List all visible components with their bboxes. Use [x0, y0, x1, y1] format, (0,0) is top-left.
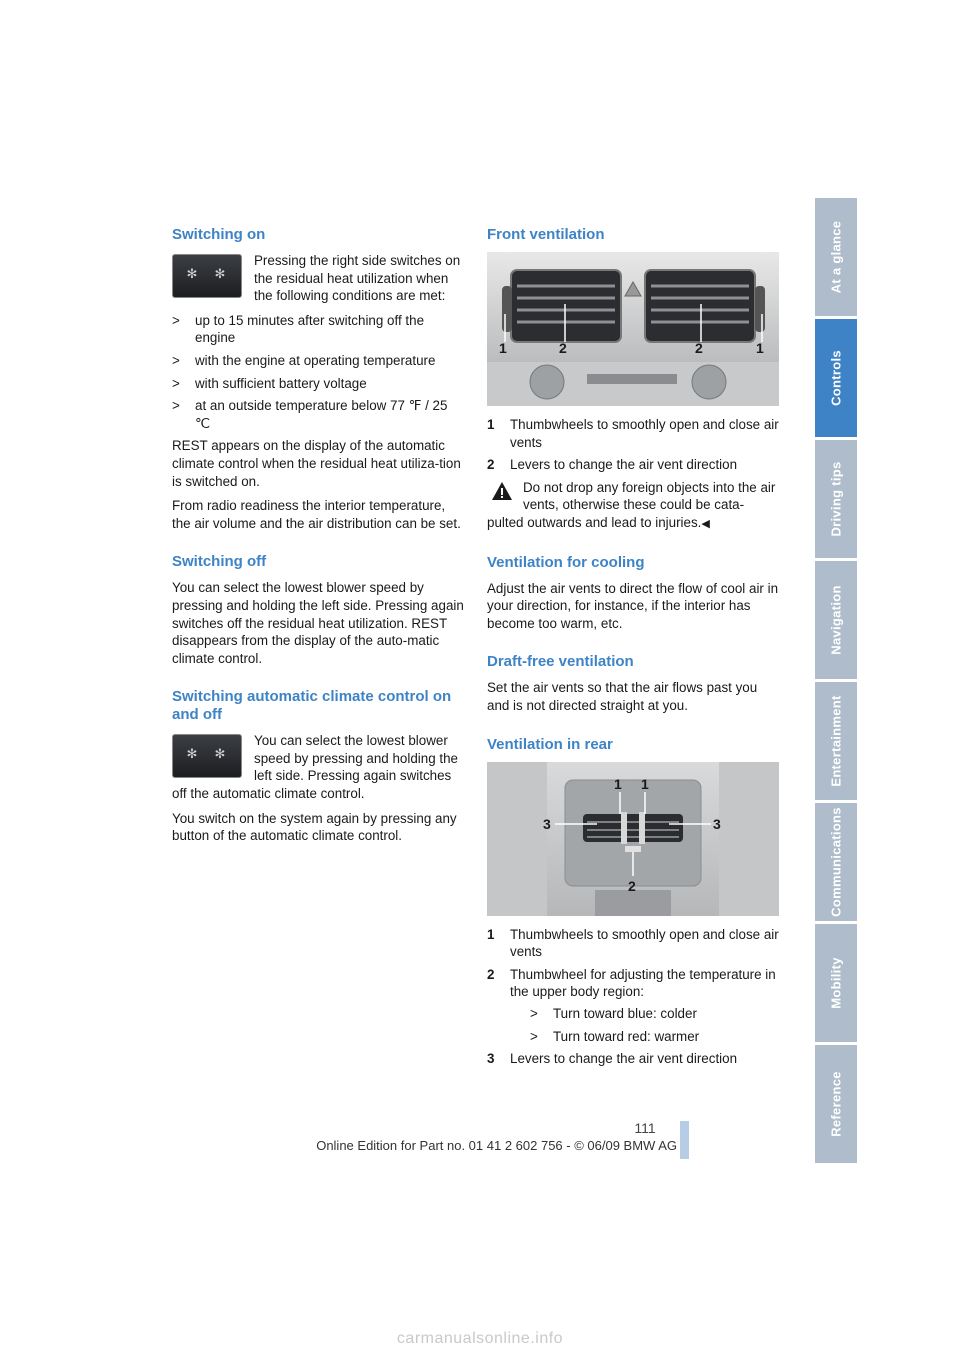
tab-label: Reference [828, 1071, 844, 1137]
paragraph: Set the air vents so that the air flows past you and is not directed straight at you. [487, 680, 758, 713]
tab-label: Communications [828, 807, 844, 917]
tab-entertainment[interactable] [815, 682, 857, 800]
legend-text: Thumbwheels to smoothly open and close air vents [510, 926, 779, 960]
paragraph: REST appears on the display of the automatic climate control when the residual heat utiliza-tion is switched on. [172, 438, 461, 489]
heading-auto-climate: Switching automatic climate control on and off [172, 688, 452, 724]
legend-text: Levers to change the air vent direction [510, 457, 738, 473]
bullet-mark: > [530, 1005, 538, 1021]
front-vents-illustration [487, 252, 779, 406]
list-item [530, 1028, 779, 1046]
list-item-text: with the engine at operating temperature [195, 352, 436, 368]
chapter-sidebar [815, 198, 857, 1166]
callout-label: 2 [559, 340, 567, 356]
legend-text: Levers to change the air vent direction [510, 1051, 738, 1067]
list-item-text: with sufficient battery voltage [195, 375, 367, 391]
switching-on-block [172, 252, 464, 312]
tab-mobility[interactable] [815, 924, 857, 1042]
tab-label: Controls [828, 350, 844, 406]
left-column [172, 226, 464, 852]
paragraph: You can select the lowest blower speed by pressing and holding the left side. Pressing again switches off the automatic climate control. [172, 733, 458, 802]
callout-label: 2 [628, 877, 636, 894]
tab-label: Mobility [828, 957, 844, 1009]
callout-label: 1 [641, 775, 649, 792]
warning-note [487, 479, 779, 534]
tab-reference[interactable] [815, 1045, 857, 1163]
legend-number: 1 [487, 417, 495, 432]
paragraph: Adjust the air vents to direct the flow of cool air in your direction, for instance, if the interior has become too warm, etc. [487, 580, 779, 631]
rear-vent-legend [487, 926, 779, 1068]
legend-number: 2 [487, 457, 495, 473]
legend-item [487, 1050, 779, 1068]
list-item [172, 375, 464, 393]
list-item [172, 397, 464, 432]
fan-icon: ✻ [214, 746, 226, 762]
front-vents-photo [487, 252, 779, 406]
legend-text: Thumbwheel for adjusting the temperature in the upper body region: [510, 966, 776, 1000]
bullet-mark: > [172, 398, 180, 414]
footer-edition: Online Edition for Part no. 01 41 2 602 756 - © 06/09 BMW AG [316, 1138, 677, 1153]
fan-icon: ✻ [214, 266, 226, 281]
legend-number: 3 [487, 1051, 495, 1067]
bullet-mark: > [172, 352, 180, 368]
callout-label: 2 [695, 340, 703, 356]
legend-item [487, 416, 779, 451]
paragraph: From radio readiness the interior temperature, the air volume and the air distribution can be set. [172, 498, 461, 531]
front-vent-legend [487, 416, 779, 474]
right-column [487, 226, 779, 1073]
legend-item [487, 966, 779, 1045]
callout-label: 3 [713, 815, 721, 832]
list-item-text: Turn toward red: warmer [553, 1028, 700, 1044]
page-number: 111 [634, 1120, 656, 1136]
auto-climate-block [172, 732, 464, 809]
page-marker-bar [680, 1121, 689, 1159]
tab-controls[interactable] [815, 319, 857, 437]
callout-label: 1 [499, 340, 507, 356]
rear-vents-photo [487, 762, 779, 916]
bullet-mark: > [172, 312, 180, 328]
heading-switching-off: Switching off [172, 553, 267, 571]
list-item-text: Turn toward blue: colder [553, 1005, 697, 1021]
legend-number: 2 [487, 966, 495, 982]
switching-on-intro: Pressing the right side switches on the residual heat utilization when the following conditions are met: [254, 253, 461, 304]
temperature-sublist [510, 1005, 779, 1045]
heading-ventilation-rear: Ventilation in rear [487, 735, 613, 753]
conditions-list [172, 312, 464, 433]
bullet-mark: > [530, 1028, 538, 1044]
list-item-text: at an outside temperature below 77 ℉ / 25 ℃ [195, 398, 448, 431]
auto-climate-button-image [172, 734, 242, 778]
callout-label: 1 [614, 775, 622, 792]
tab-label: Driving tips [828, 461, 844, 537]
callout-label: 1 [756, 340, 764, 356]
rest-button-image [172, 254, 242, 298]
heading-draft-free: Draft-free ventilation [487, 653, 634, 671]
tab-label: Navigation [828, 585, 844, 655]
tab-at-a-glance[interactable] [815, 198, 857, 316]
legend-text: Thumbwheels to smoothly open and close air vents [510, 417, 779, 450]
paragraph: You can select the lowest blower speed by pressing and holding the left side. Pressing again switches off the residual heat utilization. REST disappears from the display of the auto-matic climate control. [172, 580, 464, 666]
heading-ventilation-cooling: Ventilation for cooling [487, 553, 645, 571]
warning-triangle-icon [491, 481, 513, 501]
tab-label: Entertainment [828, 695, 844, 787]
tab-navigation[interactable] [815, 561, 857, 679]
list-item [172, 312, 464, 347]
watermark: carmanualsonline.info [396, 1330, 564, 1347]
end-mark: ◀ [701, 517, 710, 530]
fan-icon: ✻ [186, 266, 198, 281]
heading-front-ventilation: Front ventilation [487, 226, 605, 243]
bullet-mark: > [172, 375, 180, 391]
rear-vents-illustration [487, 762, 779, 916]
tab-communications[interactable] [815, 803, 857, 921]
paragraph: You switch on the system again by pressing any button of the automatic climate control. [172, 810, 457, 844]
list-item [530, 1005, 779, 1023]
legend-item [487, 456, 779, 474]
fan-icon: ✻ [186, 746, 198, 762]
tab-label: At a glance [828, 220, 844, 294]
heading-switching-on: Switching on [172, 226, 266, 243]
legend-item [487, 926, 779, 961]
list-item-text: up to 15 minutes after switching off the engine [195, 312, 425, 346]
list-item [172, 352, 464, 370]
callout-label: 3 [543, 815, 551, 832]
legend-number: 1 [487, 926, 495, 942]
warning-text: Do not drop any foreign objects into the air vents, otherwise these could be cata-pulted outwards and lead to injuries. [487, 479, 776, 530]
tab-driving-tips[interactable] [815, 440, 857, 558]
